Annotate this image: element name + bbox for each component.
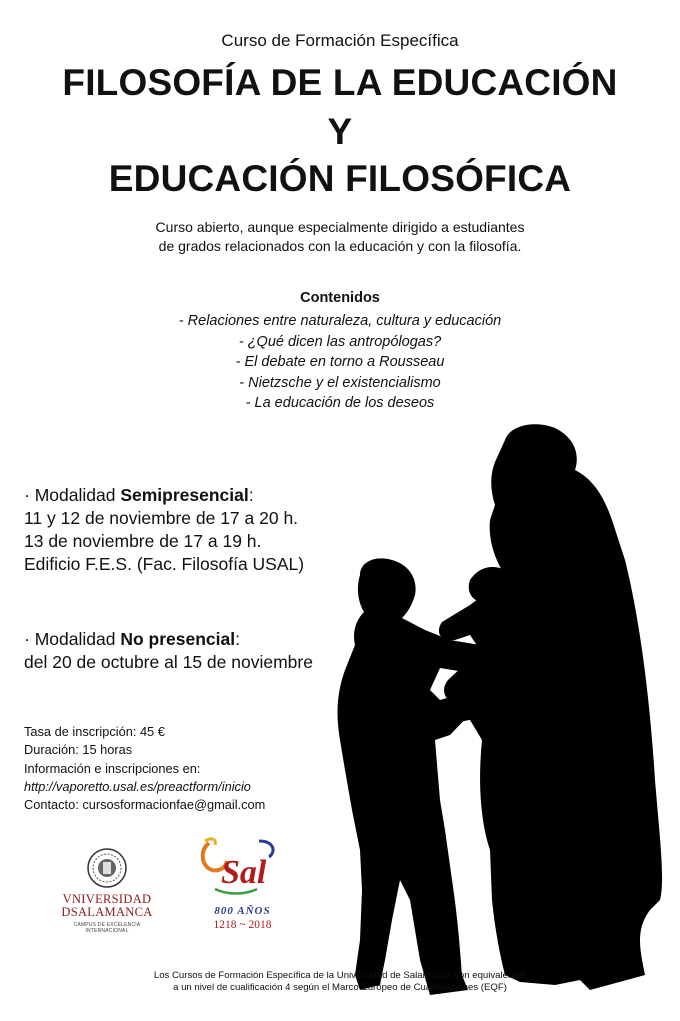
- usal-800-mark-icon: [195, 835, 290, 900]
- duration-text: Duración: 15 horas: [24, 742, 133, 758]
- footer-note: [0, 970, 680, 994]
- university-name-line1: VNIVERSIDAD: [62, 892, 152, 906]
- info-label: Información e inscripciones en:: [24, 760, 201, 776]
- contents-item: - Nietzsche y el existencialismo: [239, 374, 441, 391]
- university-seal-icon: [87, 848, 127, 888]
- semipresencial-dates-1: 11 y 12 de noviembre de 17 a 20 h.: [24, 508, 299, 528]
- title-line-1: FILOSOFÍA DE LA EDUCACIÓN: [62, 62, 618, 103]
- semipresencial-heading: · Modalidad Semipresencial:: [24, 485, 254, 505]
- registration-info: [24, 723, 265, 814]
- intro-line-2: de grados relacionados con la educación y con la filosofía.: [158, 238, 522, 254]
- semipresencial-location: Edificio F.E.S. (Fac. Filosofía USAL): [24, 554, 305, 574]
- contents-item: - Relaciones entre naturaleza, cultura y educación: [178, 313, 502, 329]
- no-presencial-heading: · Modalidad No presencial:: [24, 629, 240, 649]
- usal-800-logo: [195, 835, 290, 931]
- title-line-3: EDUCACIÓN FILOSÓFICA: [108, 158, 572, 199]
- anniversary-years: 1218 ~ 2018: [213, 919, 272, 931]
- no-presencial-dates: del 20 de octubre al 15 de noviembre: [24, 652, 313, 672]
- university-name-line2: DSALAMANCA: [61, 905, 153, 919]
- university-tagline: CAMPUS DE EXCELENCIA INTERNACIONAL: [73, 922, 141, 934]
- semipresencial-block: [24, 484, 304, 576]
- footer-line-2: a un nivel de cualificación 4 según el Marco Europeo de Cualificaciones (EQF): [173, 982, 507, 993]
- university-logo: [52, 848, 162, 934]
- semipresencial-dates-2: 13 de noviembre de 17 a 19 h.: [24, 531, 262, 551]
- intro-text: [0, 218, 680, 256]
- registration-link[interactable]: http://vaporetto.usal.es/preactform/inicio: [24, 778, 251, 794]
- intro-line-1: Curso abierto, aunque especialmente dirigido a estudiantes: [155, 219, 525, 235]
- anniversary-mark: Sal: [221, 854, 267, 891]
- footer-line-1: Los Cursos de Formación Específica de la Universidad de Salamanca son equivalentes: [153, 970, 527, 981]
- contact-email[interactable]: Contacto: cursosformacionfae@gmail.com: [24, 797, 266, 813]
- contents-item: - El debate en torno a Rousseau: [235, 354, 445, 370]
- semipresencial-mode: Semipresencial: [120, 485, 249, 505]
- fee-text: Tasa de inscripción: 45 €: [24, 724, 165, 739]
- contents-heading: Contenidos: [300, 290, 380, 306]
- anniversary-label: 800 AÑOS: [214, 905, 271, 917]
- contents-item: - La educación de los deseos: [245, 395, 435, 411]
- no-presencial-mode: No presencial: [120, 629, 236, 649]
- contents-list: [0, 311, 680, 414]
- contents-item: - ¿Qué dicen las antropólogas?: [238, 333, 442, 350]
- no-presencial-block: [24, 628, 313, 674]
- title-line-2: Y: [327, 111, 353, 152]
- course-type-subtitle: Curso de Formación Específica: [221, 31, 459, 50]
